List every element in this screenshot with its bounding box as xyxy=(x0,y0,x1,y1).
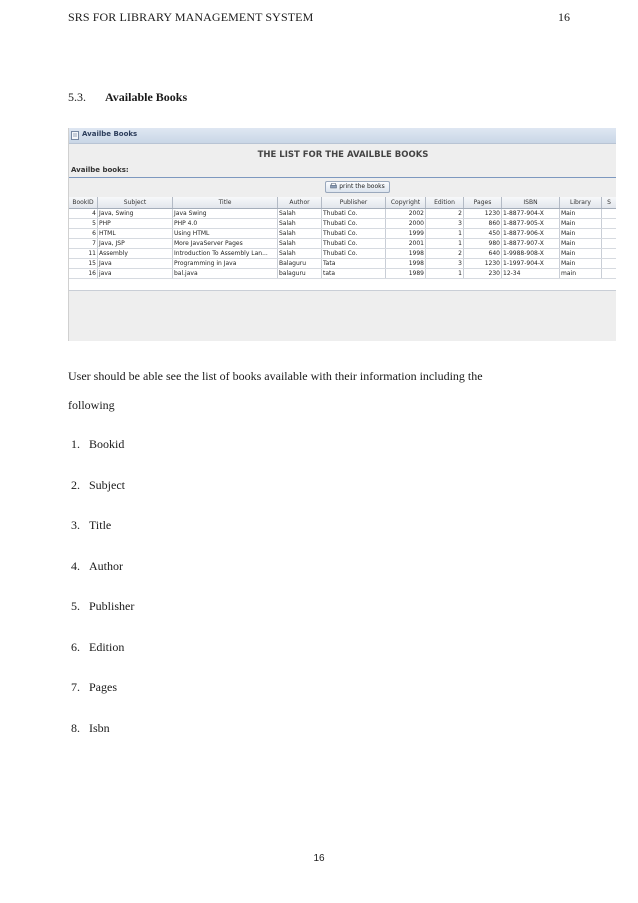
list-item-text: Bookid xyxy=(89,437,125,451)
table-cell xyxy=(602,249,616,258)
table-cell: 1998 xyxy=(386,259,426,268)
section-number: 5.3. xyxy=(68,90,86,104)
document-title: SRS FOR LIBRARY MANAGEMENT SYSTEM xyxy=(68,10,314,24)
list-item-number: 6. xyxy=(71,639,80,654)
table-cell: 2 xyxy=(426,249,464,258)
table-cell: Tata xyxy=(322,259,386,268)
list-item-number: 4. xyxy=(71,558,80,573)
table-row[interactable] xyxy=(69,269,616,279)
list-item-text: Publisher xyxy=(89,599,135,613)
table-cell xyxy=(602,229,616,238)
table-row[interactable] xyxy=(69,249,616,259)
table-cell: Thubati Co. xyxy=(322,239,386,248)
table-cell: 1998 xyxy=(386,249,426,258)
table-cell: Java Swing xyxy=(173,209,278,218)
list-item-text: Subject xyxy=(89,477,125,492)
table-cell: Main xyxy=(560,249,602,258)
column-header[interactable]: Publisher xyxy=(322,197,386,208)
list-item-number: 7. xyxy=(71,680,80,694)
table-row[interactable] xyxy=(69,229,616,239)
table-row[interactable] xyxy=(69,239,616,249)
list-item-number: 3. xyxy=(71,518,80,532)
table-cell: Salah xyxy=(278,219,322,228)
table-cell: 1-1997-904-X xyxy=(502,259,560,268)
table-cell: PHP xyxy=(98,219,173,228)
table-cell: Salah xyxy=(278,249,322,258)
window-bottom-panel xyxy=(69,290,616,341)
table-cell: 1230 xyxy=(464,259,502,268)
table-cell: 16 xyxy=(69,269,98,278)
header-page-number: 16 xyxy=(558,10,570,24)
table-cell: 2002 xyxy=(386,209,426,218)
table-cell: 15 xyxy=(69,259,98,268)
list-item-number: 8. xyxy=(71,720,80,735)
window-icon xyxy=(71,131,79,140)
table-cell: Balaguru xyxy=(278,259,322,268)
table-cell: Main xyxy=(560,259,602,268)
column-header[interactable]: Author xyxy=(278,197,322,208)
table-cell: HTML xyxy=(98,229,173,238)
table-cell xyxy=(602,239,616,248)
table-cell: 1999 xyxy=(386,229,426,238)
table-cell: 1989 xyxy=(386,269,426,278)
table-cell: 2000 xyxy=(386,219,426,228)
table-row[interactable] xyxy=(69,259,616,269)
table-cell: Main xyxy=(560,239,602,248)
table-cell: 980 xyxy=(464,239,502,248)
list-item-number: 5. xyxy=(71,599,80,613)
table-cell: 1-8877-904-X xyxy=(502,209,560,218)
table-cell: Salah xyxy=(278,239,322,248)
table-cell: 1-8877-905-X xyxy=(502,219,560,228)
window-titlebar xyxy=(69,128,616,144)
table-cell: tata xyxy=(322,269,386,278)
list-item-text: Title xyxy=(89,518,112,532)
table-cell: Main xyxy=(560,209,602,218)
table-cell: Assembly xyxy=(98,249,173,258)
table-cell: 1 xyxy=(426,239,464,248)
list-item-text: Edition xyxy=(89,639,125,654)
table-cell: Salah xyxy=(278,229,322,238)
table-cell: Java, Swing xyxy=(98,209,173,218)
column-header[interactable]: Library xyxy=(560,197,602,208)
window-title: Availbe Books xyxy=(82,130,138,138)
table-cell xyxy=(602,219,616,228)
table-cell: Thubati Co. xyxy=(322,249,386,258)
table-cell: 1 xyxy=(426,229,464,238)
table-cell: main xyxy=(560,269,602,278)
page-header xyxy=(68,10,570,28)
table-cell: PHP 4.0 xyxy=(173,219,278,228)
panel-label: Availbe books: xyxy=(71,166,129,174)
table-cell: Thubati Co. xyxy=(322,219,386,228)
table-cell: 230 xyxy=(464,269,502,278)
table-cell: 1-9988-908-X xyxy=(502,249,560,258)
table-cell: 11 xyxy=(69,249,98,258)
footer-page-number: 16 xyxy=(313,853,325,864)
table-cell: 3 xyxy=(426,219,464,228)
table-cell: 12-34 xyxy=(502,269,560,278)
column-header[interactable]: Edition xyxy=(426,197,464,208)
table-cell: 3 xyxy=(426,259,464,268)
table-cell: 640 xyxy=(464,249,502,258)
table-cell: java xyxy=(98,269,173,278)
column-header[interactable]: S xyxy=(602,197,616,208)
table-header-row xyxy=(69,197,616,209)
table-cell: 1-8877-906-X xyxy=(502,229,560,238)
table-cell: 1 xyxy=(426,269,464,278)
list-item-number: 2. xyxy=(71,477,80,492)
table-row[interactable] xyxy=(69,209,616,219)
table-cell: 860 xyxy=(464,219,502,228)
column-header[interactable]: BookID xyxy=(69,197,98,208)
table-cell: 2 xyxy=(426,209,464,218)
column-header[interactable]: Subject xyxy=(98,197,173,208)
table-cell: Salah xyxy=(278,209,322,218)
table-cell: 2001 xyxy=(386,239,426,248)
section-title: Available Books xyxy=(105,90,188,104)
table-cell: More JavaServer Pages xyxy=(173,239,278,248)
list-item-text: Pages xyxy=(89,680,117,694)
column-header[interactable]: Pages xyxy=(464,197,502,208)
table-cell: Java xyxy=(98,259,173,268)
table-cell: 1230 xyxy=(464,209,502,218)
printer-icon xyxy=(330,183,337,189)
table-cell: Main xyxy=(560,229,602,238)
table-cell: bal.java xyxy=(173,269,278,278)
print-books-label: print the books xyxy=(339,183,385,190)
table-cell: Using HTML xyxy=(173,229,278,238)
list-item-number: 1. xyxy=(71,437,80,451)
table-cell: Thubati Co. xyxy=(322,209,386,218)
description-line-2: following xyxy=(68,398,115,412)
table-cell: 7 xyxy=(69,239,98,248)
table-cell: 6 xyxy=(69,229,98,238)
column-header[interactable]: Copyright xyxy=(386,197,426,208)
table-cell: Introduction To Assembly Lan... xyxy=(173,249,278,258)
table-cell xyxy=(602,209,616,218)
table-cell: Programming in Java xyxy=(173,259,278,268)
list-item-text: Isbn xyxy=(89,720,110,735)
table-cell: 1-8877-907-X xyxy=(502,239,560,248)
table-cell: Java, JSP xyxy=(98,239,173,248)
description-line-1: User should be able see the list of books available with their information including the xyxy=(68,369,483,383)
table-cell: Thubati Co. xyxy=(322,229,386,238)
table-cell xyxy=(602,259,616,268)
available-books-screenshot xyxy=(68,128,616,341)
table-cell: 4 xyxy=(69,209,98,218)
column-header[interactable]: ISBN xyxy=(502,197,560,208)
table-cell xyxy=(602,269,616,278)
print-books-button[interactable] xyxy=(325,181,390,193)
table-cell: Main xyxy=(560,219,602,228)
list-heading: THE LIST FOR THE AVAILBLE BOOKS xyxy=(257,150,429,160)
table-cell: 450 xyxy=(464,229,502,238)
table-cell: balaguru xyxy=(278,269,322,278)
column-header[interactable]: Title xyxy=(173,197,278,208)
list-item-text: Author xyxy=(89,558,123,573)
table-cell: 5 xyxy=(69,219,98,228)
table-row[interactable] xyxy=(69,219,616,229)
books-table[interactable] xyxy=(69,197,616,290)
